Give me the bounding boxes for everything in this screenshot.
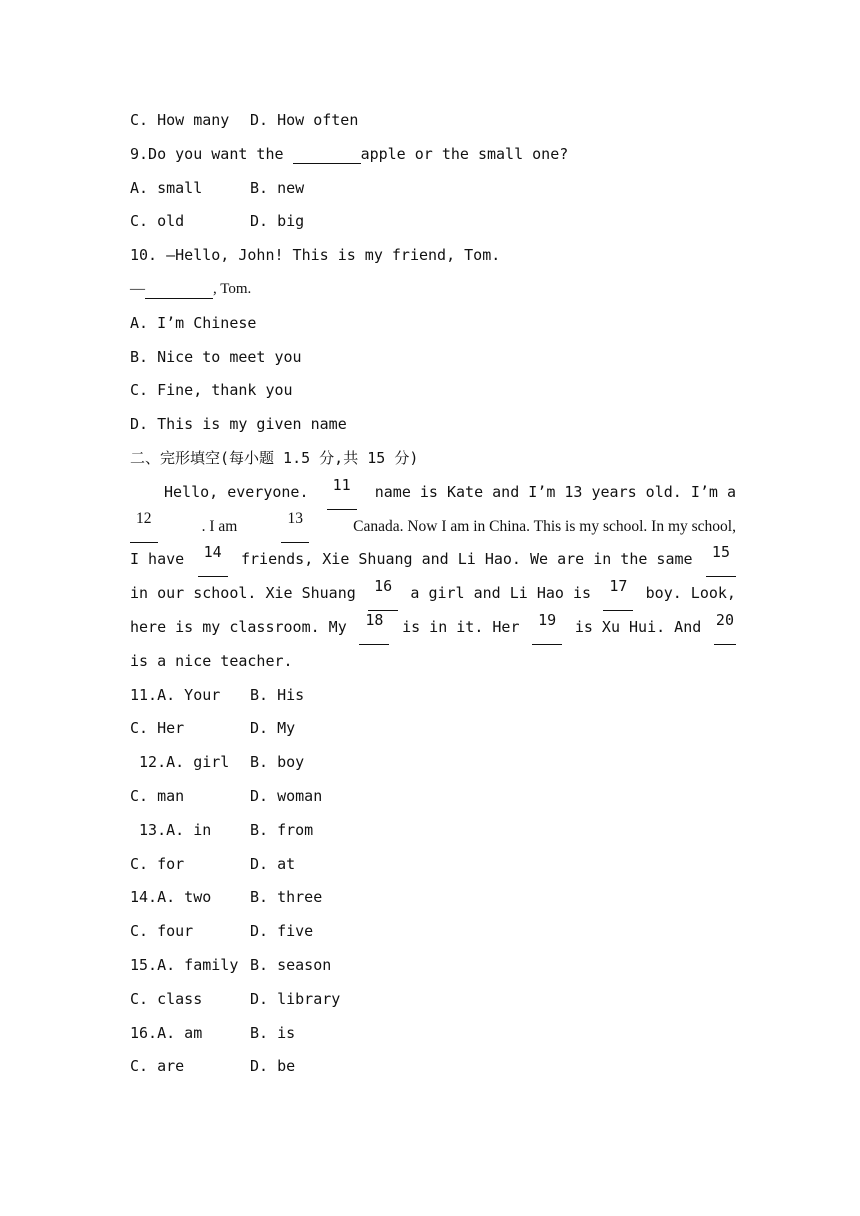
q16-option-d: D. be: [250, 1057, 296, 1076]
q10-blank: [145, 280, 213, 299]
q9-stem: [130, 138, 736, 172]
q13-option-b: B. from: [250, 820, 314, 839]
passage-l1-a: Hello, everyone.: [164, 482, 309, 501]
passage-line-2: [130, 510, 736, 544]
q13-options-cd: [130, 848, 736, 882]
q13-option-c: C. for: [130, 854, 185, 873]
passage-l3-b: friends, Xie Shuang and Li Hao. We are in the same: [241, 550, 693, 569]
passage-l2-a: . I am: [201, 517, 238, 535]
passage-l4-c: boy. Look,: [645, 584, 736, 603]
q9-options-ab: [130, 172, 736, 206]
q12-option-c: C. man: [130, 786, 185, 805]
q12-option-a: 12.A. girl: [130, 753, 230, 772]
passage-l2-b: Canada. Now I am in China. This is my school. In my school,: [353, 517, 736, 535]
q11-option-b: B. His: [250, 685, 305, 704]
q9-stem-post: apple or the small one?: [360, 144, 569, 163]
passage-l4-b: a girl and Li Hao is: [410, 584, 592, 603]
q9-blank: [293, 145, 361, 164]
q10-option-a: A. I’m Chinese: [130, 313, 257, 332]
q15-options-cd: [130, 983, 736, 1017]
q14-options-ab: [130, 881, 736, 915]
blank-20: 20: [714, 611, 736, 645]
q16-options-cd: [130, 1050, 736, 1084]
q9-option-a: A. small: [130, 178, 203, 197]
section-title-cloze: 二、完形填空(每小题 1.5 分,共 15 分): [130, 448, 419, 467]
q11-option-d: D. My: [250, 719, 296, 738]
passage-l5-b: is in it. Her: [402, 617, 520, 636]
blank-19: 19: [532, 611, 562, 645]
q8-option-d: D. How often: [250, 111, 359, 129]
q13-options-ab: [130, 814, 736, 848]
blank-13: 13: [281, 510, 309, 544]
q11-options-cd: [130, 712, 736, 746]
q15-option-b: B. season: [250, 955, 332, 974]
q12-option-d: D. woman: [250, 786, 323, 805]
q15-options-ab: [130, 949, 736, 983]
passage-line-4: [130, 577, 736, 611]
passage-line-1: [130, 476, 736, 510]
blank-16: 16: [368, 577, 398, 611]
q14-option-c: C. four: [130, 922, 194, 941]
q14-options-cd: [130, 915, 736, 949]
q10-response-post: , Tom.: [213, 280, 252, 297]
blank-12: 12: [130, 510, 158, 544]
q12-options-cd: [130, 780, 736, 814]
blank-18: 18: [359, 611, 389, 645]
q8-options-cd: [130, 104, 736, 138]
q11-option-c: C. Her: [130, 719, 185, 738]
q10-response: [130, 273, 736, 307]
q10-option-c: C. Fine, thank you: [130, 381, 293, 400]
passage-l3-a: I have: [130, 550, 185, 569]
q16-option-c: C. are: [130, 1057, 185, 1076]
q14-option-a: 14.A. two: [130, 888, 212, 907]
q15-option-c: C. class: [130, 989, 203, 1008]
blank-17: 17: [603, 577, 633, 611]
q10-dash: —: [130, 280, 145, 297]
q12-option-b: B. boy: [250, 753, 305, 772]
q9-option-b: B. new: [250, 178, 305, 197]
q10-option-d: D. This is my given name: [130, 415, 347, 434]
q8-option-c: C. How many: [130, 111, 230, 129]
q12-options-ab: [130, 746, 736, 780]
q10-option-b: B. Nice to meet you: [130, 347, 302, 366]
passage-l1-b: name is Kate and I’m 13 years old. I’m a: [374, 482, 736, 501]
blank-14: 14: [198, 543, 228, 577]
passage-line-6: is a nice teacher.: [130, 651, 293, 670]
q9-options-cd: [130, 205, 736, 239]
passage-line-5: [130, 611, 736, 645]
q9-option-c: C. old: [130, 212, 185, 231]
q16-option-b: B. is: [250, 1023, 296, 1042]
passage-l5-c: is Xu Hui. And: [574, 617, 702, 636]
document-content: [130, 104, 736, 1084]
q9-stem-pre: 9.Do you want the: [130, 144, 293, 163]
q15-option-d: D. library: [250, 989, 341, 1008]
passage-l5-a: here is my classroom. My: [130, 617, 347, 636]
q13-option-d: D. at: [250, 854, 296, 873]
q9-option-d: D. big: [250, 212, 305, 231]
q16-option-a: 16.A. am: [130, 1023, 203, 1042]
q16-options-ab: [130, 1017, 736, 1051]
blank-15: 15: [706, 543, 736, 577]
blank-11: 11: [327, 476, 357, 510]
passage-line-3: [130, 543, 736, 577]
q13-option-a: 13.A. in: [130, 820, 212, 839]
q10-stem: 10. —Hello, John! This is my friend, Tom.: [130, 246, 501, 265]
passage-l4-a: in our school. Xie Shuang: [130, 584, 356, 603]
q14-option-d: D. five: [250, 922, 314, 941]
q15-option-a: 15.A. family: [130, 955, 239, 974]
q11-options-ab: [130, 679, 736, 713]
q14-option-b: B. three: [250, 888, 323, 907]
q11-option-a: 11.A. Your: [130, 685, 221, 704]
